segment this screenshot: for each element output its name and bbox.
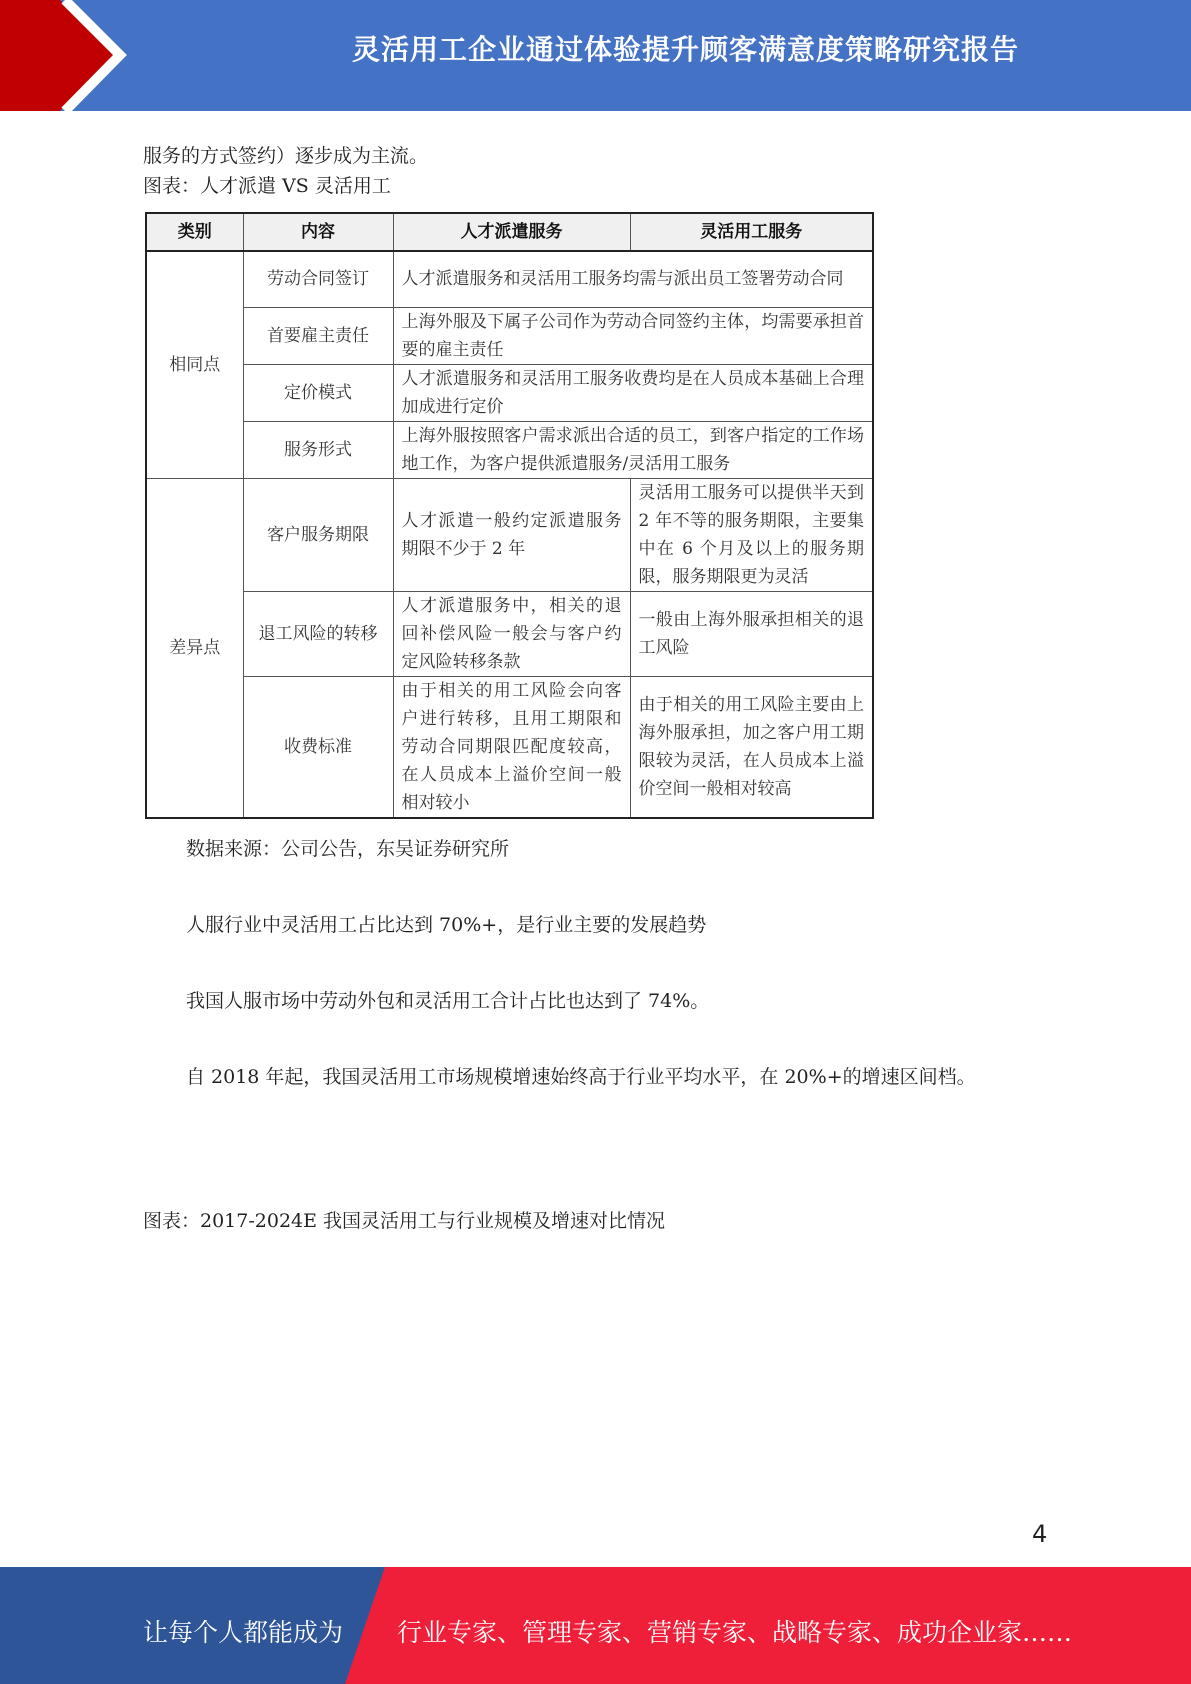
footer-slogan-right: 行业专家、管理专家、营销专家、战略专家、成功企业家…… [397,1618,1073,1647]
row-text: 上海外服及下属子公司作为劳动合同签约主体，均需要承担首要的雇主责任 [393,307,873,364]
column-header: 人才派遣服务 [393,213,630,251]
table-row [146,251,873,307]
table-row [146,591,873,676]
row-flexible-text: 一般由上海外服承担相关的退工风险 [630,591,873,676]
group-label-same: 相同点 [146,251,243,478]
document-title: 灵活用工企业通过体验提升顾客满意度策略研究报告 [351,33,1019,66]
row-dispatch-text: 由于相关的用工风险会向客户进行转移，且用工期限和劳动合同期限匹配度较高，在人员成本上溢价空间一般相对较小 [393,676,630,818]
group-label-diff: 差异点 [146,478,243,818]
table-row [146,478,873,591]
row-flexible-text: 由于相关的用工风险主要由上海外服承担，加之客户用工期限较为灵活，在人员成本上溢价空间一般相对较高 [630,676,873,818]
column-header: 类别 [146,213,243,251]
row-item: 客户服务期限 [243,478,393,591]
row-item: 退工风险的转移 [243,591,393,676]
table-row [146,421,873,478]
column-header: 灵活用工服务 [630,213,873,251]
paragraph: 我国人服市场中劳动外包和灵活用工合计占比也达到了 74%。 [186,990,710,1012]
table-row [146,364,873,421]
row-item: 定价模式 [243,364,393,421]
row-item: 收费标准 [243,676,393,818]
text-line-continuation: 服务的方式签约）逐步成为主流。 [143,145,429,167]
column-header: 内容 [243,213,393,251]
paragraph: 人服行业中灵活用工占比达到 70%+，是行业主要的发展趋势 [186,914,707,936]
row-dispatch-text: 人才派遣一般约定派遣服务期限不少于 2 年 [393,478,630,591]
table-header-row [146,213,873,251]
row-text: 上海外服按照客户需求派出合适的员工，到客户指定的工作场地工作，为客户提供派遣服务/灵活用工服务 [393,421,873,478]
comparison-table [145,212,874,819]
paragraph: 自 2018 年起，我国灵活用工市场规模增速始终高于行业平均水平，在 20%+的增速区间档。 [186,1066,976,1088]
table-row [146,307,873,364]
row-dispatch-text: 人才派遣服务中，相关的退回补偿风险一般会与客户约定风险转移条款 [393,591,630,676]
table-row [146,676,873,818]
header-arrow-decoration [0,0,150,111]
table-caption: 图表：人才派遣 VS 灵活用工 [143,175,391,197]
page-number: 4 [1032,1520,1048,1548]
footer-slogan-left: 让每个人都能成为 [143,1618,344,1647]
page-header [0,0,1191,111]
row-text: 人才派遣服务和灵活用工服务均需与派出员工签署劳动合同 [393,251,873,307]
row-item: 首要雇主责任 [243,307,393,364]
data-source: 数据来源：公司公告，东吴证券研究所 [186,838,510,860]
row-flexible-text: 灵活用工服务可以提供半天到 2 年不等的服务期限，主要集中在 6 个月及以上的服务期限，服务期限更为灵活 [630,478,873,591]
row-item: 服务形式 [243,421,393,478]
row-text: 人才派遣服务和灵活用工服务收费均是在人员成本基础上合理加成进行定价 [393,364,873,421]
row-item: 劳动合同签订 [243,251,393,307]
chart-caption: 图表：2017-2024E 我国灵活用工与行业规模及增速对比情况 [143,1210,666,1232]
